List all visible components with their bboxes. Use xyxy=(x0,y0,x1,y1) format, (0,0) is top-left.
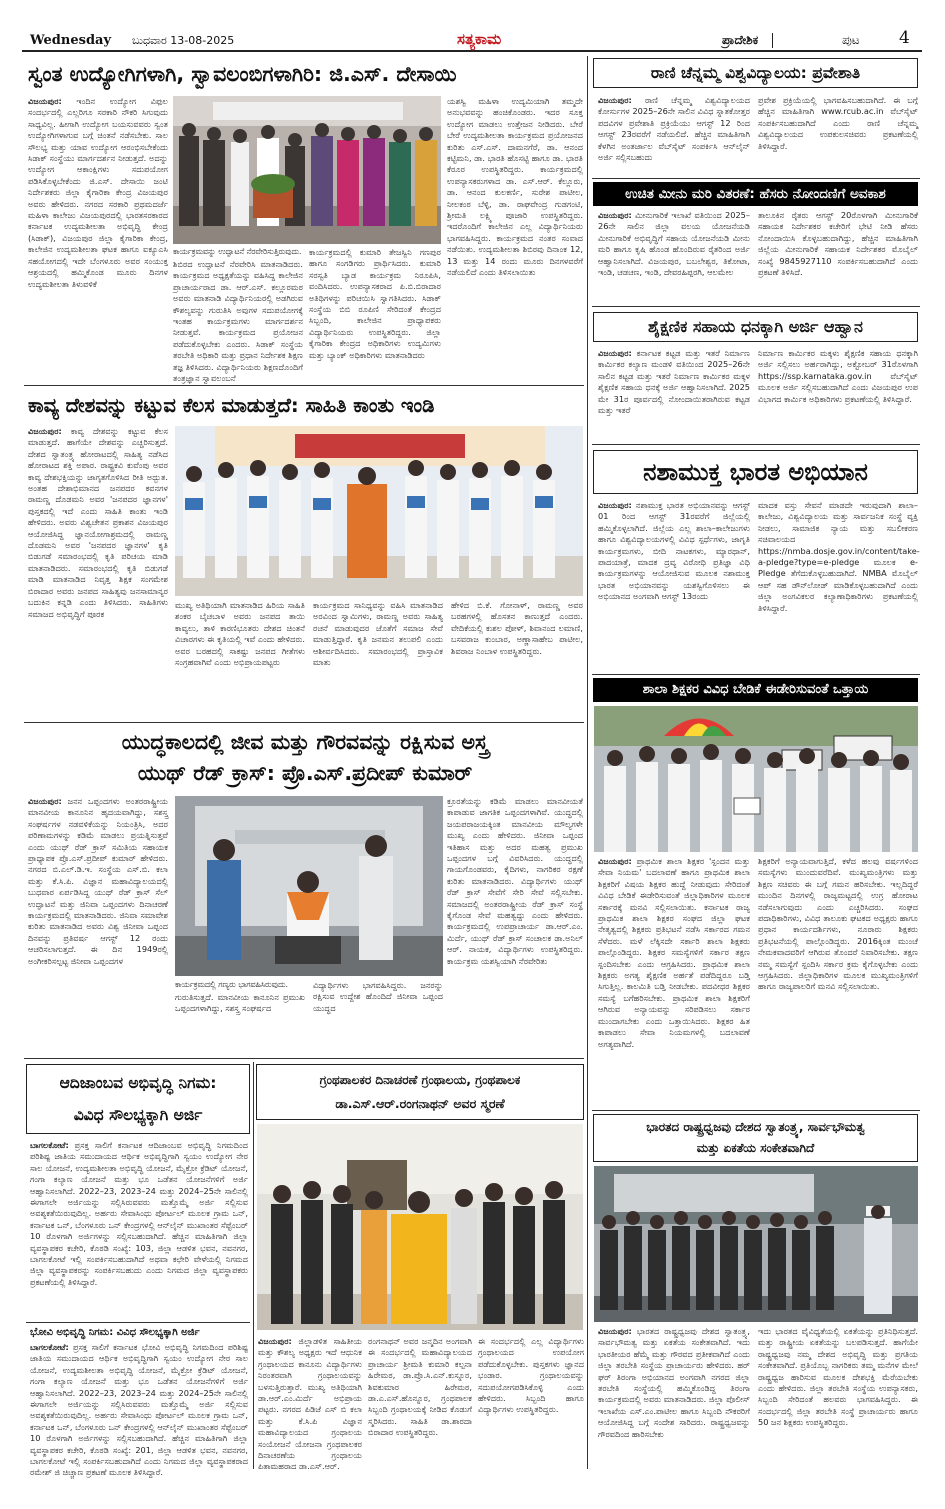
article-red-cross-col4: ವಿದ್ಯಾರ್ಥಿಗಳು ಭಾಗವಹಿಸಿದ್ದರು. ಜನರನ್ನು ರಕ್ಷಿಸುವ ಉದ್ದೇಶ ಹೊಂದಿದೆ ಜಿನೀವಾ ಒಪ್ಪಂದ ಯುದ್ಧದ xyxy=(313,980,443,1013)
headline-fish: ಉಚಿತ ಮೀನು ಮರಿ ವಿತರಣೆ: ಹೆಸರು ನೋಂದಣಿಗೆ ಅವಕಾಶ xyxy=(593,182,918,206)
dateline: ವಿಜಯಪುರ: xyxy=(598,348,632,358)
headline-desai: ಸ್ವಂತ ಉದ್ಯೋಗಿಗಳಾಗಿ, ಸ್ವಾವಲಂಬಿಗಳಾಗಿರಿ: ಜಿ.ಎಸ್. ದೇಸಾಯಿ xyxy=(28,62,457,86)
article-scholarship-col2: ನಿರ್ಮಾಣ ಕಾರ್ಮಿಕರ ಮಕ್ಕಳು ಶೈಕ್ಷಣಿಕ ಸಹಾಯ ಧನಕ್ಕಾಗಿ ಅರ್ಜಿ ಸಲ್ಲಿಸಲು ಅರ್ಹರಾಗಿದ್ದು, ಅಕ್ಟೋಬರ್ 31ರೊಳಗಾಗಿ https://ssp.karnataka.gov.in ವೆಬ್‍ಸೈಟ್ ಮೂಲಕ ಅರ್ಜಿ ಸಲ್ಲಿಸಬಹುದಾಗಿದೆ ಎಂದು ವಿಜಯಪುರ ಉಪ ವಿಭಾಗದ ಕಾರ್ಮಿಕ ಅಧಿಕಾರಿಗಳು ಪ್ರಕಟಣೆಯಲ್ಲಿ ತಿಳಿಸಿದ್ದಾರೆ. xyxy=(758,348,918,404)
article-nasha-col1 xyxy=(598,500,750,670)
article-desai-col4: ಯಶಸ್ವಿ ಮಹಿಳಾ ಉದ್ಯಮಿಯಾಗಿ ತಮ್ಮದೇ ಅನುಭವವನ್ನು ಹಂಚಿಕೊಂಡರು. ಇದರ ಸೂಕ್ತ ಉದ್ಯೋಗ ಮಾಡಲು ಉತ್ತೇಜನ ನೀಡಿದರು. ಬೇರೆ ಬೇರೆ ಉದ್ಯಮಶೀಲತಾ ಕಾರ್ಯಕ್ರಮದ ಪ್ರಯೋಜನದ ಕುರಿತು ಎಸ್.ಎಸ್. ದಾಮನಗೆರೆ, ಡಾ. ಆನಂದ ಕಟ್ಟಿಮನಿ, ಡಾ. ಭಾರತಿ ಹೊಸಟ್ಟಿ ಹಾಗೂ ಡಾ. ಭಾರತಿ ಕೆರೂರ ಉಪಸ್ಥಿತರಿದ್ದರು. ಕಾರ್ಯಕ್ರಮದಲ್ಲಿ ಉಪನ್ಯಾಸಕರುಗಳಾದ ಡಾ. ಎಸ್.ಆರ್. ಕೆಲ್ಲೂರು, ಡಾ. ಆನಂದ ಕುಲಕರ್ಣಿ, ಸುರೇಶ ಪಾಟೀಲ, ನೀಲಕಂಠ ಬೆಳ್ಳಿ, ಡಾ. ರಾಘವೇಂದ್ರ ಗುಡಗಂಟಿ, ಶ್ರೀಮತಿ ಲಕ್ಷ್ಮಿ ಪೂಜಾರಿ ಉಪಸ್ಥಿತರಿದ್ದರು. ಇದರೊಂದಿಗೆ ಕಾಲೇಜಿನ ಎಲ್ಲ ವಿದ್ಯಾರ್ಥಿನಿಯರು ಭಾಗವಹಿಸಿದ್ದರು. ಕಾರ್ಯಕ್ರಮದ ನಂತರ ಸಂವಾದ ನಡೆಯಿತು. ಉದ್ಯಮಶೀಲತಾ ಶಿಬಿರವು ದಿನಾಂಕ 12, 13 ಮತ್ತು 14 ರಂದು ಮೂರು ದಿನಗಳವರೆಗೆ ನಡೆಯಲಿದೆ ಎಂದು ತಿಳಿಸಲಾಯಿತು xyxy=(447,96,583,278)
body-text: ಇಂದಿನ ಉದ್ಯೋಗ ವಿಫುಲ ಸಂದರ್ಭದಲ್ಲಿ ಎಲ್ಲರಿಗೂ ಸರಕಾರಿ ನೌಕರಿ ಸಿಗುವುದು ಸಾಧ್ಯವಿಲ್ಲ. ಹೀಗಾಗಿ ಉದ್ಯೋಗ ಬಯಸುವವರು ಸ್ವಂತ ಉದ್ಯೋಗಿಗಳಾಗುವ ಬಗ್ಗೆ ಚಿಂತನೆ ನಡೆಸಬೇಕು. ಸಾಲ ಸೌಲಭ್ಯ ಮತ್ತು ಯಾವ ಉದ್ಯೋಗ ಆರಂಭಿಸಬೇಕೆಂದು ಸಿಡಾಕ್ ಸಂಸ್ಥೆಯು ಮಾರ್ಗದರ್ಶನ ನೀಡುತ್ತದೆ. ಅದನ್ನು ಉದ್ಯೋಗ ಆಕಾಂಕ್ಷಿಗಳು ಸದುಪಯೋಗ ಪಡಿಸಿಕೊಳ್ಳಬೇಕೆಂದು ಜಿ.ಎಸ್. ದೇಸಾಯಿ ಜಂಟಿ ನಿರ್ದೇಶಕರು ಜಿಲ್ಲಾ ಕೈಗಾರಿಕಾ ಕೇಂದ್ರ ವಿಜಯಪುರ ಅವರು ಹೇಳಿದರು. ನಗರದ ಸರಕಾರಿ ಪ್ರಥಮದರ್ಜೆ ಮಹಿಳಾ ಕಾಲೇಜು ವಿಜಯಪುರದಲ್ಲಿ ಭಾರತಸರಕಾರದ ಕರ್ನಾಟಕ ಉದ್ಯಮಶೀಲತಾ ಅಭಿವೃದ್ಧಿ ಕೇಂದ್ರ (ಸಿಡಾಕ್), ವಿಜಯಪುರ ಜಿಲ್ಲಾ ಕೈಗಾರಿಕಾ ಕೇಂದ್ರ, ಕಾಲೇಜಿನ ಉದ್ಯಮಶೀಲತಾ ಘಟಕ ಹಾಗೂ ಐಕ್ಯೂಎಸಿ ಸಹಯೋಗದಲ್ಲಿ ಇದೇ ಬೆಂಗಳೂರು ಅವರ ಸಂಯುಕ್ತ ಆಶ್ರಯದಲ್ಲಿ ಹಮ್ಮಿಕೊಂಡ ಮೂರು ದಿನಗಳ ಉದ್ಯಮಶೀಲತಾ ತಿಳುವಳಿಕೆ xyxy=(28,96,168,289)
divider xyxy=(592,306,920,307)
column-divider xyxy=(587,56,588,1469)
headline-red-cross-line2: ಯುಥ್ ರೆಡ್ ಕ್ರಾಸ್: ಪ್ರೊ.ಎಸ್.ಪ್ರದೀಪ್ ಕುಮಾರ್ xyxy=(137,761,473,785)
dateline: ವಿಜಯಪುರ: xyxy=(28,426,62,436)
divider xyxy=(24,1058,584,1059)
divider xyxy=(592,1110,920,1111)
masthead-section: ಪ್ರಾದೇಶಿಕ xyxy=(722,33,773,48)
masthead-page-label: ಪುಟ xyxy=(842,33,860,47)
body-text: ಮೀನುಗಾರಿಕೆ ಇಲಾಖೆ ವತಿಯಿಂದ 2025–26ನೇ ಸಾಲಿನ ಜಿಲ್ಲಾ ವಲಯ ಯೋಜನೆಯಡಿ ಮೀನುಗಾರಿಕೆ ಅಭಿವೃದ್ಧಿಗೆ ಸಹಾಯ ಯೋಜನೆಯಡಿ ಮೀನು ಮರಿ ಹಾಗೂ ಕೃಷಿ ಹೊಂಡ ಹೊಂದಿರುವ ರೈತರಿಂದ ಅರ್ಜಿ ಆಹ್ವಾನಿಸಲಾಗಿದೆ. ವಿಜಯಪುರ, ಬಬಲೇಶ್ವರ, ತಿಕೋಟಾ, ಇಂಡಿ, ಚಡಚಣ, ಇಂಡಿ, ದೇವರಹಿಪ್ಪರಗಿ, ಆಲಮೇಲ xyxy=(598,210,750,278)
article-desai-col1 xyxy=(28,96,168,383)
body-text: ಕರ್ನಾಟಕ ಕಟ್ಟಡ ಮತ್ತು ಇತರೆ ನಿರ್ಮಾಣ ಕಾರ್ಮಿಕರ ಕಲ್ಯಾಣ ಮಂಡಳಿ ವತಿಯಿಂದ 2025–26ನೇ ಸಾಲಿನ ಕಟ್ಟಡ ಮತ್ತು ಇತರೆ ನಿರ್ಮಾಣ ಕಾರ್ಮಿಕರ ಮಕ್ಕಳ ಶೈಕ್ಷಣಿಕ ಸಹಾಯ ಧನಕ್ಕೆ ಅರ್ಜಿ ಆಹ್ವಾನಿಸಲಾಗಿದೆ. 2025 ಮೇ 31ರ ಪೂರ್ವದಲ್ಲಿ ನೋಂದಾಯಿತರಾಗಿರುವ ಕಟ್ಟಡ ಮತ್ತು ಇತರೆ xyxy=(598,348,750,416)
body-text: ಪ್ರಸಕ್ತ ಸಾಲಿಗೆ ಕರ್ನಾಟಕ ಭೋವಿ ಅಭಿವೃದ್ಧಿ ನಿಗಮದಿಂದ ಪರಿಶಿಷ್ಟ ಜಾತಿಯ ಸಮುದಾಯದ ಆರ್ಥಿಕ ಅಭಿವೃದ್ಧಿಗಾಗಿ ಸ್ವಯಂ ಉದ್ಯೋಗ ನೇರ ಸಾಲ ಯೋಜನೆ, ಉದ್ಯಮಶೀಲತಾ ಅಭಿವೃದ್ಧಿ ಯೋಜನೆ, ಮೈಕ್ರೋ ಕ್ರೆಡಿಟ್ ಯೋಜನೆ, ಗಂಗಾ ಕಲ್ಯಾಣ ಯೋಜನೆ ಮತ್ತು ಭೂ ಒಡೆತನ ಯೋಜನೆಗಳಿಗೆ ಅರ್ಜಿ ಆಹ್ವಾನಿಸಲಾಗಿದೆ. 2022–23, 2023–24 ಮತ್ತು 2024–25ನೇ ಸಾಲಿನಲ್ಲಿ ಈಗಾಗಲೇ ಅರ್ಜಿಯನ್ನು ಸಲ್ಲಿಸಿರುವವರು ಮತ್ತೊಮ್ಮೆ ಅರ್ಜಿ ಸಲ್ಲಿಸುವ ಅವಶ್ಯಕತೆಯಿರುವುದಿಲ್ಲ. ಅರ್ಹರು ಸೇವಾಸಿಂಧು ಪೋರ್ಟಲ್ ಮೂಲಕ ಗ್ರಾಮ ಒನ್, ಕರ್ನಾಟಕ ಒನ್, ಬೆಂಗಳೂರು ಒನ್ ಕೇಂದ್ರಗಳಲ್ಲಿ ಆನ್‍ಲೈನ್ ಮುಖಾಂತರ ಸೆಪ್ಟೆಂಬರ್ 10 ರೊಳಗಾಗಿ ಅರ್ಜಿಗಳನ್ನು ಸಲ್ಲಿಸಬಹುದಾಗಿದೆ. ಹೆಚ್ಚಿನ ಮಾಹಿತಿಗಾಗಿ ಜಿಲ್ಲಾ ವ್ಯವಸ್ಥಾಪಕರ ಕಚೇರಿ, ಕೊಠಡಿ ಸಂಖ್ಯೆ: 201, ಜಿಲ್ಲಾ ಆಡಳಿತ ಭವನ, ನವನಗರ, ಬಾಗಲಕೋಟೆ ಇಲ್ಲಿ ಸಂಪರ್ಕಿಸಬಹುದಾಗಿದೆ ಎಂದು ನಿಗಮದ ಜಿಲ್ಲಾ ವ್ಯವಸ್ಥಾಪಕರಾದ ರಮೇಶ್ ಜಿ ಚಿಚ್ಚಾಣ ಪ್ರಕಟಣೆ ಮೂಲಕ ತಿಳಿಸಿದ್ದಾರೆ. xyxy=(30,1342,248,1478)
headline-adijambava-line2: ವಿವಿಧ ಸೌಲಭ್ಯಕ್ಕಾಗಿ ಅರ್ಜಿ xyxy=(73,1106,203,1124)
body-text: ಜನನ ಒಪ್ಪಂದಗಳು ಅಂತರರಾಷ್ಟ್ರೀಯ ಮಾನವೀಯ ಕಾನೂನಿನ ಹೃದಯವಾಗಿದ್ದು, ಸಶಸ್ತ್ರ ಸಂಘರ್ಷಗಳ ನಡವಳಿಕೆಯನ್ನು ನಿಯಂತ್ರಿಸಿ, ಅದರ ಪರಿಣಾಮಗಳನ್ನು ಕಡಿಮೆ ಮಾಡಲು ಪ್ರಯತ್ನಿಸುತ್ತವೆ ಎಂದು ಯುಥ್ ರೆಡ್ ಕ್ರಾಸ್ ಸಮಿತಿಯ ಸಹಾಯಕ ಪ್ರಾಧ್ಯಾಪಕ ಪ್ರೊ.ಎಸ್.ಪ್ರದೀಪ್ ಕುಮಾರ್ ಹೇಳಿದರು. ನಗರದ ಬಿ.ಎಲ್.ಡಿ.ಇ. ಸಂಸ್ಥೆಯ ಎಸ್.ಬಿ. ಕಲಾ ಮತ್ತು ಕೆ.ಸಿ.ಪಿ. ವಿಜ್ಞಾನ ಮಹಾವಿದ್ಯಾಲಯದಲ್ಲಿ ಬುಧವಾರ ಏರ್ಪಡಿಸಿದ್ದ ಯುಥ್ ರೆಡ್ ಕ್ರಾಸ್ ಸೆಲ್ ಉದ್ಘಾಟನೆ ಮತ್ತು ಜಿನಿವಾ ಒಪ್ಪಂದಗಳು ದಿನಾಚರಣೆ ಕಾರ್ಯಕ್ರಮದಲ್ಲಿ ಮಾತನಾಡಿದರು. ಜಿನಿವಾ ಸಮಾವೇಶ ಕುರಿತು ಮಾತನಾಡಿದ ಅವರು ವಿಶ್ವ ಜಿನೀವಾ ಒಪ್ಪಂದ ದಿನವನ್ನು ಪ್ರತಿವರ್ಷ ಆಗಸ್ಟ್ 12 ರಂದು ಆಚರಿಸಲಾಗುತ್ತದೆ. ಈ ದಿನ 1949ರಲ್ಲಿ ಅಂಗೀಕರಿಸಲ್ಪಟ್ಟ ಜಿನೀವಾ ಒಪ್ಪಂದಗಳ xyxy=(28,796,168,966)
caption-desai: ಕಾರ್ಯಕ್ರಮವನ್ನು ಉದ್ಘಾಟನೆ ನೆರವೇರಿಸುತ್ತಿರುವುದು. xyxy=(173,247,302,256)
photo-book-release xyxy=(175,426,583,596)
body-text: ಪ್ರಾಥಮಿಕ ಶಾಲಾ ಶಿಕ್ಷಕರ 'ಸ್ಪಂದನ ಮತ್ತು ಸೇವಾ ನಿಯಮ' ಬದಲಾವಣೆ ಹಾಗೂ ಪ್ರಾಥಮಿಕ ಶಾಲಾ ಶಿಕ್ಷಕರಿಗೆ ವಿಷಯ ಶಿಕ್ಷಕರ ಹುದ್ದೆ ನೀಡುವುದು ಸೇರಿದಂತೆ ವಿವಿಧ ಬೇಡಿಕೆ ಈಡೇರಿಸುವಂತೆ ಜಿಲ್ಲಾಧಿಕಾರಿಗಳ ಮೂಲಕ ಸರ್ಕಾರಕ್ಕೆ ಮನವಿ ಸಲ್ಲಿಸಲಾಯಿತು. ಕರ್ನಾಟಕ ರಾಜ್ಯ ಪ್ರಾಥಮಿಕ ಶಾಲಾ ಶಿಕ್ಷಕರ ಸಂಘದ ಜಿಲ್ಲಾ ಘಟಕ ನೇತೃತ್ವದಲ್ಲಿ ಶಿಕ್ಷಕರು ಪ್ರತಿಭಟನೆ ನಡೆಸಿ ಸರ್ಕಾರದ ಗಮನ ಸೆಳೆದರು. ಮಳೆ ಲೆಕ್ಕಿಸದೇ ಸರ್ಕಾರಿ ಶಾಲಾ ಶಿಕ್ಷಕರು ಪಾಲ್ಗೊಂಡಿದ್ದರು. ಶಿಕ್ಷಕರ ಸಮಸ್ಯೆಗಳಿಗೆ ಸರ್ಕಾರ ತಕ್ಷಣ ಸ್ಪಂದಿಸಬೇಕು ಎಂದು ಆಗ್ರಹಿಸಿದರು. ಪ್ರಾಥಮಿಕ ಶಾಲಾ ಶಿಕ್ಷಕರು ಅಗತ್ಯ ಶೈಕ್ಷಣಿಕ ಅರ್ಹತೆ ಪಡೆದಿದ್ದರೂ ಬಡ್ತಿ ಸಿಗುತ್ತಿಲ್ಲ. ಕಾಲಮಿತಿ ಬಡ್ತಿ ನೀಡಬೇಕು. ಪದವೀಧರ ಶಿಕ್ಷಕರ ಸಮಸ್ಯೆ ಬಗೆಹರಿಸಬೇಕು. ಪ್ರಾಥಮಿಕ ಶಾಲಾ ಶಿಕ್ಷಕರಿಗೆ ಆಗಿರುವ ಅನ್ಯಾಯವನ್ನು ಸರಿಪಡಿಸಲು ಸರ್ಕಾರ ಮುಂದಾಗಬೇಕು ಎಂದು ಒತ್ತಾಯಿಸಿದರು. ಶಿಕ್ಷಕರ ಹಿತ ಕಾಪಾಡಲು ಸೇವಾ ನಿಯಮಗಳಲ್ಲಿ ಬದಲಾವಣೆ ಅಗತ್ಯವಾಗಿದೆ. xyxy=(598,856,750,1049)
article-teachers-col1 xyxy=(598,856,750,1106)
article-scholarship-col1 xyxy=(598,348,750,440)
article-librarian-col1 xyxy=(258,1336,362,1472)
headline-flag-line2: ಮತ್ತು ಏಕತೆಯ ಸಂಕೇತವಾಗಿದೆ xyxy=(696,1141,815,1155)
article-kavya-col3: ಕಾರ್ಯಕ್ರಮದ ಸಾನಿಧ್ಯವನ್ನು ವಹಿಸಿ ಮಾತನಾಡಿದ ಅರವಿಂದ ಸ್ವಾಮಿಗಳು, ರಾಮಣ್ಣ ಅವರು ಸಾಹಿತ್ಯ ರಚನೆ ಮಾಡುವುದರ ಜೊತೆಗೆ ಸಮಾಜ ಸೇವೆ ಮಾಡುತ್ತಿದ್ದಾರೆ. ಕೃತಿ ಜನಮನ ತಲುಪಲಿ ಎಂದು ಆಶೀರ್ವದಿಸಿದರು. ಸಮಾರಂಭದಲ್ಲಿ ಪ್ರಾಸ್ತಾವಿಕ ಮಾತು xyxy=(313,600,443,668)
body-text: ನಶಾಮುಕ್ತ ಭಾರತ ಅಭಿಯಾನವನ್ನು ಆಗಸ್ಟ್ 01 ರಿಂದ ಆಗಸ್ಟ್ 31ರವರೆಗೆ ಜಿಲ್ಲೆಯಲ್ಲಿ ಹಮ್ಮಿಕೊಳ್ಳಲಾಗಿದೆ. ಜಿಲ್ಲೆಯ ಎಲ್ಲ ಶಾಲಾ–ಕಾಲೇಜುಗಳು ಹಾಗೂ ವಿಶ್ವವಿದ್ಯಾಲಯಗಳಲ್ಲಿ ವಿವಿಧ ಸ್ಪರ್ಧೆಗಳು, ಜಾಗೃತಿ ಕಾರ್ಯಕ್ರಮಗಳು, ಬೀದಿ ನಾಟಕಗಳು, ಮ್ಯಾರಥಾನ್, ಪಾದಯಾತ್ರೆ, ಮಾದಕ ದ್ರವ್ಯ ವಿರೋಧಿ ಪ್ರತಿಜ್ಞಾ ವಿಧಿ ಕಾರ್ಯಕ್ರಮಗಳನ್ನು ಆಯೋಜಿಸುವ ಮೂಲಕ ನಶಾಮುಕ್ತ ಭಾರತ ಅಭಿಯಾನವನ್ನು ಯಶಸ್ವಿಗೊಳಿಸಲು ಈ ಅಭಿಯಾನದ ಅಂಗವಾಗಿ ಆಗಸ್ಟ್ 13ರಂದು xyxy=(598,500,750,602)
dateline: ಬಾಗಲಕೋಟೆ: xyxy=(30,1342,69,1352)
article-kavya-col1 xyxy=(28,426,168,718)
article-kavya-col4: ಹೇಳಿದ ಬಿ.ಕೆ. ಗೋನಾಳ್, ರಾಮಣ್ಣ ಅವರ ಬರಹಗಳಲ್ಲಿ ಹೊಸತನ ಕಾಣುತ್ತದೆ ಎಂದರು. ವೇದಿಕೆಯಲ್ಲಿ ಕುಶಲ ಪೋಳ್, ಶಿವಾನಂದ ಲಮಾಣಿ, ಬಸವರಾಜ ಕುಂಬಾರ, ಅಣ್ಣಾಸಾಹೇಬ ಪಾಟೀಲ, ಶಿವರಾಜ ನಿಂಬಾಳ ಉಪಸ್ಥಿತರಿದ್ದರು. xyxy=(451,600,583,656)
divider xyxy=(24,722,584,723)
article-rcu-col2: ಪ್ರವೇಶ ಪ್ರಕ್ರಿಯೆಯಲ್ಲಿ ಭಾಗವಹಿಸಬಹುದಾಗಿದೆ. ಈ ಬಗ್ಗೆ ಹೆಚ್ಚಿನ ಮಾಹಿತಿಗಾಗಿ www.rcub.ac.in ವೆಬ್‍ಸೈಟ್ ಸಂಪರ್ಕಿಸಬಹುದಾಗಿದೆ ಎಂದು ರಾಣಿ ಚೆನ್ನಮ್ಮ ವಿಶ್ವವಿದ್ಯಾಲಯದ ಉಪಕುಲಸಚಿವರು ಪ್ರಕಟಣೆಯಲ್ಲಿ ತಿಳಿಸಿದ್ದಾರೆ. xyxy=(758,95,918,151)
article-nasha-col2: ಮಾದಕ ವಸ್ತು ಸೇವನೆ ಮಾಡದೇ ಇರುವುದಾಗಿ ಶಾಲಾ–ಕಾಲೇಜು, ವಿಶ್ವವಿದ್ಯಾಲಯ ಮತ್ತು ಸಾರ್ವಜನಿಕ ಸಂಸ್ಥೆ ವ್ಯಕ್ತಿ ನೀಡಲು, ಸಾಮಾಜಿಕ ನ್ಯಾಯ ಮತ್ತು ಸಬಲೀಕರಣ ಸಚಿವಾಲಯದ https://nmba.dosje.gov.in/content/take-a-pledge?type=e-pledge ಮೂಲಕ e-Pledge ತೆಗೆದುಕೊಳ್ಳಬಹುದಾಗಿದೆ. NMBA ಮೊಬೈಲ್ ಆಪ್ ಸಹ ಡೌನ್‍ಲೋಡ್ ಮಾಡಿಕೊಳ್ಳಬಹುದಾಗಿದೆ ಎಂದು ಜಿಲ್ಲಾ ಅಂಗವಿಕಲರ ಕಲ್ಯಾಣಾಧಿಕಾರಿಗಳು ಪ್ರಕಟಣೆಯಲ್ಲಿ ತಿಳಿಸಿದ್ದಾರೆ. xyxy=(758,500,920,613)
dateline: ವಿಜಯಪುರ: xyxy=(598,856,632,866)
masthead-day: Wednesday xyxy=(30,33,112,48)
divider xyxy=(592,178,920,179)
headline-flag-line1: ಭಾರತದ ರಾಷ್ಟ್ರಧ್ವಜವು ದೇಶದ ಸ್ವಾತಂತ್ರ್ಯ, ಸಾರ್ವಭೌಮತ್ವ xyxy=(646,1120,865,1134)
dateline: ವಿಜಯಪುರ: xyxy=(598,95,632,105)
headline-adijambava-line1: ಆದಿಜಾಂಬವ ಅಭಿವೃದ್ಧಿ ನಿಗಮ: xyxy=(59,1074,217,1092)
headline-rcu: ರಾಣಿ ಚೆನ್ನಮ್ಮ ವಿಶ್ವವಿದ್ಯಾಲಯ: ಪ್ರವೇಶಾತಿ xyxy=(650,64,861,82)
article-adijambava-body xyxy=(30,1140,248,1318)
body-text: ಕಾವ್ಯ ದೇಶವನ್ನು ಕಟ್ಟುವ ಕೆಲಸ ಮಾಡುತ್ತದೆ. ಹಾಗೆಯೇ ದೇಶವನ್ನು ಎಚ್ಚರಿಸುತ್ತದೆ. ದೇಶದ ಸ್ವಾತಂತ್ರ್ಯ ಹೋರಾಟದಲ್ಲಿ ಸಾಹಿತ್ಯ ನಡೆಸಿದ ಹೋರಾಟದ ಶಕ್ತಿ ಅಪಾರ. ರಾಷ್ಟ್ರಕವಿ ಕುವೆಂಪು ಅವರ ಕಾವ್ಯ ದೇಶಭಕ್ತಿಯನ್ನು ಜಾಗೃತಗೊಳಿಸಿದ ರೀತಿ ಅದ್ಭುತ. ಅಂತಹ ದೇಶಾಭಿಮಾನದ ಜನಪದರ ಕವನಗಳ ರಾಮಣ್ಣ ದೊಡಮನಿ ಅವರ 'ಜನಪದರ ಜ್ಞಾನಗಳ' ಪುಸ್ತಕದಲ್ಲಿ ಇದೆ ಎಂದು ಸಾಹಿತಿ ಕಾಂತು ಇಂಡಿ ಹೇಳಿದರು. ಅವರು ವಿಶ್ವಚೇತನ ಪ್ರಕಾಶನ ವಿಜಯಪುರ ಆಯೋಜಿಸಿದ್ದ ಜ್ಞಾನಯೋಗಾಶ್ರಮದಲ್ಲಿ ರಾಮಣ್ಣ ದೊಡಮನಿ ಅವರ 'ಜನಪದರ ಜ್ಞಾನಗಳ' ಕೃತಿ ಬಿಡುಗಡೆ ಸಮಾರಂಭದಲ್ಲಿ ಕೃತಿ ಪರಿಚಯ ಮಾಡಿ ಮಾತನಾಡಿದರು. ಸಮಾರಂಭದಲ್ಲಿ ಕೃತಿ ಬಿಡುಗಡೆ ಮಾಡಿ ಮಾತನಾಡಿದ ನಿವೃತ್ತ ಶಿಕ್ಷಕ ಸಂಗಮೇಶ ಬಿರಾದಾರ ಅವರು ಜನಪದ ಸಾಹಿತ್ಯವು ಜನಸಾಮಾನ್ಯರ ಬದುಕಿನ ಕನ್ನಡಿ ಎಂದು ತಿಳಿಸಿದರು. ಸಾಹಿತಿಗಳು ಸಮಾಜದ ಅಭಿವೃದ್ಧಿಗೆ ಪೂರಕ xyxy=(28,426,168,619)
masthead-page-number: 4 xyxy=(899,28,910,48)
divider xyxy=(592,674,920,675)
dateline: ಬಾಗಲಕೋಟೆ: xyxy=(30,1140,69,1150)
article-rcu-col1 xyxy=(598,95,750,175)
photo-teachers-protest xyxy=(594,706,918,852)
headline-kavya: ಕಾವ್ಯ ದೇಶವನ್ನು ಕಟ್ಟುವ ಕೆಲಸ ಮಾಡುತ್ತದೆ: ಸಾಹಿತಿ ಕಾಂತು ಇಂಡಿ xyxy=(28,394,435,417)
photo-librarians-day xyxy=(257,1124,583,1330)
article-kavya-col2: ಮುಖ್ಯ ಅತಿಥಿಯಾಗಿ ಮಾತನಾಡಿದ ಹಿರಿಯ ಸಾಹಿತಿ ಶಂಕರ ಬೈಚಬಾಳ ಅವರು ಜನಪದ ತಾಯಿ ಕಾವ್ಯಲು, ತಾಳಿ ಕಾರಣಿಭೂತರು ದೇಶದ ಚಿಂತನೆ ವಿಚಾರಗಳು ಈ ಕೃತಿಯಲ್ಲಿ ಇವೆ ಎಂದು ಹೇಳಿದರು. ಅವರ ಬರಹದಲ್ಲಿ ಸಾಕಷ್ಟು ಜನಪದ ಗೀತೆಗಳು ಸಂಗ್ರಹವಾಗಿವೆ ಎಂದು ಅಭಿಪ್ರಾಯಪಟ್ಟರು xyxy=(175,600,305,668)
body-text: ರಾಣಿ ಚೆನ್ನಮ್ಮ ವಿಶ್ವವಿದ್ಯಾಲಯದ ಕೋರ್ಸುಗಳ 2025–26ನೇ ಸಾಲಿನ ವಿವಿಧ ಸ್ನಾತಕೋತ್ತರ ಪದವಿಗಳ ಪ್ರವೇಶಾತಿ ಪ್ರಕ್ರಿಯೆಯು ಆಗಸ್ಟ್ 12 ರಿಂದ ಆಗಸ್ಟ್ 23ರವರೆಗೆ ನಡೆಯಲಿದೆ. ಹೆಚ್ಚಿನ ಮಾಹಿತಿಗಾಗಿ ಕೆಳಗಿನ ಅಂತರ್ಜಾಲ ವೆಬ್‍ಸೈಟ್ ಸಂಪರ್ಕಿಸಿ ಆನ್‍ಲೈನ್ ಅರ್ಜಿ ಸಲ್ಲಿಸಬಹುದು xyxy=(598,95,751,163)
masthead-brand: ಸತ್ಯಕಾಮ xyxy=(457,30,502,48)
headline-scholarship: ಶೈಕ್ಷಣಿಕ ಸಹಾಯ ಧನಕ್ಕಾಗಿ ಅರ್ಜಿ ಆಹ್ವಾನ xyxy=(648,317,863,336)
article-fish-col2: ತಾಲೂಕಿನ ರೈತರು ಆಗಸ್ಟ್ 20ರೊಳಗಾಗಿ ಮೀನುಗಾರಿಕೆ ಸಹಾಯಕ ನಿರ್ದೇಶಕರ ಕಚೇರಿಗೆ ಭೇಟಿ ನೀಡಿ ಹೆಸರು ನೋಂದಾಯಿಸಿ ಕೊಳ್ಳಬಹುದಾಗಿದ್ದು, ಹೆಚ್ಚಿನ ಮಾಹಿತಿಗಾಗಿ ಜಿಲ್ಲೆಯ ಮೀನುಗಾರಿಕೆ ಸಹಾಯಕ ನಿರ್ದೇಶಕರ ಮೊಬೈಲ್ ಸಂಖ್ಯೆ 9845927110 ಸಂಪರ್ಕಿಸಬಹುದಾಗಿದೆ ಎಂದು ಪ್ರಕಟಣೆ ತಿಳಿಸಿದೆ. xyxy=(758,210,918,278)
masthead-date: ಬುಧವಾರ 13-08-2025 xyxy=(132,34,235,47)
dateline: ವಿಜಯಪುರ: xyxy=(598,210,632,220)
headline-librarian-line2: ಡಾ.ಎಸ್.ಆರ್.ರಂಗನಾಥನ್ ಅವರ ಸ್ಮರಣೆ xyxy=(335,1096,505,1111)
photo-red-cross-event xyxy=(175,796,443,976)
headline-nasha: ನಶಾಮುಕ್ತ ಭಾರತ ಅಭಿಯಾನ xyxy=(643,458,868,486)
divider xyxy=(26,1322,250,1323)
divider xyxy=(253,1062,254,1469)
article-fish-col1 xyxy=(598,210,750,302)
body-text: ಜಿಲ್ಲಾಡಳಿತ ಸಾಹಿತೀಯ ಮತ್ತು ಕೌಶಲ್ಯ ಅಧ್ಯಕ್ಷರು ಇದೆ ಆಧುನಿಕ ಗ್ರಂಥಾಲಯದ ಕಾನೂನು ವಿದ್ಯಾರ್ಥಿಗಳು ನಿರಂತರವಾಗಿ ಗ್ರಂಥಾಲಯವನ್ನು ಬಳಸುತ್ತಿರುತ್ತಾರೆ. ಮುಖ್ಯ ಅತಿಥಿಯಾಗಿ ಡಾ.ಆರ್.ಎಂ.ಮಿರ್ದೆ ಅಭಿಪ್ರಾಯ ಪಟ್ಟರು. ನಗರದ ಪಿಡಿಜೆ ಎಸ್ ಬಿ ಕಲಾ ಮತ್ತು ಕೆ.ಸಿ.ಪಿ ವಿಜ್ಞಾನ ಮಹಾವಿದ್ಯಾಲಯದ ಗ್ರಂಥಾಲಯ ಸಂಯೋಜನೆ ಯೋಜನಾ ಗ್ರಂಥಪಾಲಕರ ದಿನಾಚರಣೆಯ ಗ್ರಂಥಾಲಯ ಪಿತಾಮಹರಾದ ಡಾ.ಎಸ್.ಆರ್. xyxy=(258,1336,362,1472)
dateline: ವಿಜಯಪುರ: xyxy=(258,1336,292,1346)
article-desai-col3: ಕಾರ್ಯಕ್ರಮದಲ್ಲಿ ಕುಮಾರಿ ತೇಜಸ್ವಿನಿ ಗಣಪುರ ಹಾಗೂ ಸಂಗಡಿಗರು ಪ್ರಾರ್ಥಿಸಿದರು. ಕುಮಾರಿ ಸರಸ್ವತಿ ಬ್ಯಾಡ ಕಾರ್ಯಕ್ರಮ ನಿರೂಪಿಸಿ, ವಂದಿಸಿದರು. ಉಪನ್ಯಾಸಕರಾದ ಪಿ.ಬಿ.ಬಿರಾದಾರ ಅತಿಥಿಗಳನ್ನು ಪರಿಚಯಿಸಿ ಸ್ವಾಗತಿಸಿದರು. ಸಿಡಾಕ್ ಸಂಸ್ಥೆಯ ಬಿಬಿ ರೂಪಿಣಿ ಸೇರಿದಂತೆ ಕೇಂದ್ರದ ಸಿಬ್ಬಂದಿ, ಕಾಲೇಜಿನ ಪ್ರಾಧ್ಯಾಪಕರು ವಿದ್ಯಾರ್ಥಿನಿಯರು ಉಪಸ್ಥಿತರಿದ್ದರು. ಜಿಲ್ಲಾ ಕೈಗಾರಿಕಾ ಕೇಂದ್ರದ ಅಧಿಕಾರಿಗಳು ಉದ್ಯಮಿಗಳು ಮತ್ತು ಬ್ಯಾಂಕ್ ಅಧಿಕಾರಿಗಳು ಮಾತನಾಡಿದರು xyxy=(309,247,441,360)
dateline: ವಿಜಯಪುರ: xyxy=(598,500,632,510)
headline-teachers: ಶಾಲಾ ಶಿಕ್ಷಕರ ವಿವಿಧ ಬೇಡಿಕೆ ಈಡೇರಿಸುವಂತೆ ಒತ್ತಾಯ xyxy=(593,678,918,702)
divider xyxy=(24,385,584,386)
photo-flag-ceremony xyxy=(594,1166,918,1322)
article-flag-col2: ಇದು ಭಾರತದ ವೈವಿಧ್ಯತೆಯಲ್ಲಿ ಏಕತೆಯನ್ನು ಪ್ರತಿನಿಧಿಸುತ್ತದೆ. ಮತ್ತು ರಾಷ್ಟ್ರೀಯ ಏಕತೆಯನ್ನು ಬಲಪಡಿಸುತ್ತದೆ. ಹಾಗೆಯೇ ರಾಷ್ಟ್ರಧ್ವಜವು ನಮ್ಮ ದೇಶದ ಅಭಿವೃದ್ಧಿ ಮತ್ತು ಪ್ರಗತಿಯ ಸಂಕೇತವಾಗಿದೆ. ಪ್ರತಿಯೊಬ್ಬ ನಾಗರಿಕರು ತಮ್ಮ ಮನೆಗಳ ಮೇಲೆ ರಾಷ್ಟ್ರಧ್ವಜ ಹಾರಿಸುವ ಮೂಲಕ ದೇಶಭಕ್ತಿ ಮೆರೆಯಬೇಕು ಎಂದು ಹೇಳಿದರು. ಜಿಲ್ಲಾ ತರಬೇತಿ ಸಂಸ್ಥೆಯ ಉಪನ್ಯಾಸಕರು, ಸಿಬ್ಬಂದಿ ಸೇರಿದಂತೆ ಹಲವರು ಭಾಗವಹಿಸಿದ್ದರು. ಈ ಸಂದರ್ಭದಲ್ಲಿ ಜಿಲ್ಲಾ ತರಬೇತಿ ಸಂಸ್ಥೆ ಪ್ರಾಚಾರ್ಯರು ಹಾಗೂ 50 ಜನ ಶಿಕ್ಷಕರು ಉಪಸ್ಥಿತರಿದ್ದರು. xyxy=(758,1326,918,1428)
photo-desai-inauguration xyxy=(173,96,441,244)
article-red-cross-col3: ಕ್ರೂರತೆಯನ್ನು ಕಡಿಮೆ ಮಾಡಲು ಮಾನವೀಯತೆ ಕಾಪಾಡುವ ಜಾಗತಿಕ ಒಪ್ಪಂದಗಳಾಗಿವೆ. ಯುದ್ಧದಲ್ಲಿ ಜಯಪರಾಜಯಕ್ಕಿಂತ ಮಾನವೀಯ ಮೌಲ್ಯಗಳೇ ಮುಖ್ಯ ಎಂದು ಹೇಳಿದರು. ಜಿನೀವಾ ಒಪ್ಪಂದ ಇತಿಹಾಸ ಮತ್ತು ಅದರ ಮಹತ್ವ ಪ್ರಮುಖ ಒಪ್ಪಂದಗಳ ಬಗ್ಗೆ ವಿವರಿಸಿದರು. ಯುದ್ಧದಲ್ಲಿ ಗಾಯಗೊಂಡವರು, ಕೈದಿಗಳು, ನಾಗರಿಕರ ರಕ್ಷಣೆ ಕುರಿತು ಮಾತನಾಡಿದರು. ವಿದ್ಯಾರ್ಥಿಗಳು ಯುಥ್ ರೆಡ್ ಕ್ರಾಸ್ ಸೇವೆಗೆ ಸೇರಿ ಸೇವೆ ಸಲ್ಲಿಸಬೇಕು. ಸಮಾಜದಲ್ಲಿ ಅಂತರರಾಷ್ಟ್ರೀಯ ರೆಡ್ ಕ್ರಾಸ್ ಸಂಸ್ಥೆ ಕೈಗೊಂಡ ಸೇವೆ ಮಹತ್ವದ್ದು ಎಂದು ಹೇಳಿದರು. ಕಾರ್ಯಕ್ರಮದಲ್ಲಿ ಉಪಪ್ರಾಚಾರ್ಯ ಡಾ.ಆರ್.ಎಂ. ಮಿರ್ದೆ, ಯುಥ್ ರೆಡ್ ಕ್ರಾಸ್ ಸಂಚಾಲಕ ಡಾ.ಅನಿಲ್ ಆರ್. ನಾಯಕ, ವಿದ್ಯಾರ್ಥಿಗಳು ಉಪಸ್ಥಿತರಿದ್ದರು. ಕಾರ್ಯಕ್ರಮ ಯಶಸ್ವಿಯಾಗಿ ನೆರವೇರಿತು xyxy=(447,796,583,966)
article-red-cross-col2: ಗುರುತಿಸುತ್ತದೆ. ಮಾನವೀಯ ಕಾನೂನಿನ ಪ್ರಮುಖ ಒಪ್ಪಂದಗಳಾಗಿದ್ದು, ಸಶಸ್ತ್ರ ಸಂಘರ್ಷದ xyxy=(175,992,305,1014)
article-flag-col1 xyxy=(598,1326,750,1468)
article-librarian-col3: ಈ ಸಂದರ್ಭದಲ್ಲಿ ಎಲ್ಲ ವಿದ್ಯಾರ್ಥಿಗಳು ಗ್ರಂಥಾಲಯದ ಉಪಯೋಗ ಪಡೆದುಕೊಳ್ಳಬೇಕು. ಪುಸ್ತಕಗಳು ಜ್ಞಾನದ ಭಂಡಾರ. ಗ್ರಂಥಾಲಯವನ್ನು ಸದುಪಯೋಗಪಡಿಸಿಕೊಳ್ಳಿ ಎಂದು ಹೇಳಿದರು. ಸಿಬ್ಬಂದಿ ಹಾಗೂ ವಿದ್ಯಾರ್ಥಿಗಳು ಉಪಸ್ಥಿತರಿದ್ದರು. xyxy=(478,1336,584,1415)
dateline: ವಿಜಯಪುರ: xyxy=(28,96,62,106)
body-text: ಭಾರತದ ರಾಷ್ಟ್ರಧ್ವಜವು ದೇಶದ ಸ್ವಾತಂತ್ರ್ಯ, ಸಾರ್ವಭೌಮತ್ವ ಮತ್ತು ಏಕತೆಯ ಸಂಕೇತವಾಗಿದೆ. ಇದು ಭಾರತೀಯರ ಹೆಮ್ಮೆ ಮತ್ತು ಗೌರವದ ಪ್ರತೀಕವಾಗಿದೆ ಎಂದು ಜಿಲ್ಲಾ ತರಬೇತಿ ಸಂಸ್ಥೆಯ ಪ್ರಾಚಾರ್ಯರು ಹೇಳಿದರು. ಹರ್ ಘರ್ ತಿರಂಗಾ ಅಭಿಯಾನದ ಅಂಗವಾಗಿ ನಗರದ ಜಿಲ್ಲಾ ತರಬೇತಿ ಸಂಸ್ಥೆಯಲ್ಲಿ ಹಮ್ಮಿಕೊಂಡಿದ್ದ ತಿರಂಗಾ ಕಾರ್ಯಕ್ರಮದಲ್ಲಿ ಅವರು ಮಾತನಾಡಿದರು. ಜಿಲ್ಲಾ ಪೊಲೀಸ್ ಇಲಾಖೆಯ ಎಸ್.ಎಂ.ಪಾಟೀಲ ಹಾಗೂ ಸಿಬ್ಬಂದಿ ನೌಕರರಿಗೆ ಆಯೋಜಿಸಿದ್ದ ಬಗ್ಗೆ ಸಂದೇಶ ಸಾರಿದರು. ರಾಷ್ಟ್ರಧ್ವಜವನ್ನು ಗೌರವದಿಂದ ಹಾರಿಸಬೇಕು xyxy=(598,1326,750,1439)
headline-librarian-line1: ಗ್ರಂಥಪಾಲಕರ ದಿನಾಚರಣೆ ಗ್ರಂಥಾಲಯ, ಗ್ರಂಥಪಾಲಕ xyxy=(319,1073,521,1087)
article-red-cross-col1 xyxy=(28,796,168,1054)
masthead xyxy=(22,30,922,52)
article-librarian-col2: ರಂಗನಾಥನ್ ಅವರ ಜನ್ಮದಿನ ಅಂಗವಾಗಿ ಈ ಸಂದರ್ಭದಲ್ಲಿ ಮಹಾವಿದ್ಯಾಲಯದ ಪ್ರಾಚಾರ್ಯ ಶ್ರೀಮತಿ ಕುಮಾರಿ ಕಲ್ಪನಾ ಹಿರೇಮಠ, ಡಾ.ಪ್ರೊ.ಸಿ.ಎನ್.ಕುಸ್ನೂರ, ಶಿವಕುಮಾರ ಹಿರೇಮಠ, ಡಾ.ಎ.ಎಸ್.ಹೊನ್ನೂರ, ಗ್ರಂಥಪಾಲಕ ಸಿಬ್ಬಂದಿ ಗ್ರಂಥಾಲಯಕ್ಕೆ ನೀಡಿದ ಕೊಡುಗೆ ಸ್ಮರಿಸಿದರು. ಸಾಹಿತಿ ಡಾ.ಶಾರದಾ ಬಿರಾದಾರ ಉಪಸ್ಥಿತರಿದ್ದರು. xyxy=(368,1336,472,1438)
dateline: ವಿಜಯಪುರ: xyxy=(28,796,62,806)
headline-bhovi: ಭೋವಿ ಅಭಿವೃದ್ಧಿ ನಿಗಮ: ವಿವಿಧ ಸೌಲಭ್ಯಕ್ಕಾಗಿ ಅರ್ಜಿ xyxy=(30,1327,200,1338)
article-desai-col2: ಶಿಬಿರದ ಉದ್ಘಾಟನೆ ನೆರವೇರಿಸಿ ಮಾತನಾಡಿದರು. ಕಾರ್ಯಕ್ರಮದ ಅಧ್ಯಕ್ಷತೆಯನ್ನು ವಹಿಸಿದ್ದ ಕಾಲೇಜಿನ ಪ್ರಾಚಾರ್ಯರಾದ ಡಾ. ಆರ್.ಎಸ್. ಕಲ್ಲೂರಮಠ ಅವರು ಮಾತನಾಡಿ ವಿದ್ಯಾರ್ಥಿನಿಯರಲ್ಲಿ ಅಡಗಿರುವ ಕೌಶಲ್ಯವನ್ನು ಗುರುತಿಸಿ ಅವುಗಳ ಸದುಪಯೋಗಕ್ಕೆ ಇಂತಹ ಕಾರ್ಯಕ್ರಮಗಳು ಮಾರ್ಗದರ್ಶನ ನೀಡುತ್ತವೆ. ಕಾರ್ಯಕ್ರಮದ ಪ್ರಯೋಜನ ಪಡೆದುಕೊಳ್ಳಬೇಕು ಎಂದರು. ಸಿಡಾಕ್ ಸಂಸ್ಥೆಯ ತರಬೇತಿ ಅಧಿಕಾರಿ ಮತ್ತು ಪ್ರಧಾನ ನಿರ್ದೇಶಕ ಶಿಕ್ಷಣ ತಜ್ಞ ತಿಳಿಸಿದರು. ವಿದ್ಯಾರ್ಥಿನಿಯರು ಶಿಕ್ಷಣದೊಂದಿಗೆ ತಂತ್ರಜ್ಞಾನ ಸ್ವಾವಲಂಬನೆ xyxy=(173,259,303,384)
article-teachers-col2: ಶಿಕ್ಷಕರಿಗೆ ಅನ್ಯಾಯವಾಗುತ್ತಿದೆ, ಕಳೆದ ಹಲವು ವರ್ಷಗಳಿಂದ ಸಮಸ್ಯೆಗಳು ಮುಂದುವರೆದಿವೆ. ಮುಖ್ಯಮಂತ್ರಿಗಳು ಮತ್ತು ಶಿಕ್ಷಣ ಸಚಿವರು ಈ ಬಗ್ಗೆ ಗಮನ ಹರಿಸಬೇಕು. ಇಲ್ಲದಿದ್ದರೆ ಮುಂದಿನ ದಿನಗಳಲ್ಲಿ ರಾಜ್ಯಮಟ್ಟದಲ್ಲಿ ಉಗ್ರ ಹೋರಾಟ ನಡೆಸಲಾಗುವುದು ಎಂದು ಎಚ್ಚರಿಸಿದರು. ಸಂಘದ ಪದಾಧಿಕಾರಿಗಳು, ವಿವಿಧ ತಾಲೂಕು ಘಟಕದ ಅಧ್ಯಕ್ಷರು ಹಾಗೂ ಪ್ರಧಾನ ಕಾರ್ಯದರ್ಶಿಗಳು, ನೂರಾರು ಶಿಕ್ಷಕರು ಪ್ರತಿಭಟನೆಯಲ್ಲಿ ಪಾಲ್ಗೊಂಡಿದ್ದರು. 2016ಕ್ಕಿಂತ ಮುಂಚೆ ನೇಮಕವಾದವರಿಗೆ ಆಗಿರುವ ತೊಂದರೆ ನಿವಾರಿಸಬೇಕು. ತಕ್ಷಣ ನಮ್ಮ ಸಮಸ್ಯೆಗೆ ಸ್ಪಂದಿಸಿ ಸರ್ಕಾರ ಕ್ರಮ ಕೈಗೊಳ್ಳಬೇಕು ಎಂದು ಆಗ್ರಹಿಸಿದರು. ಜಿಲ್ಲಾಧಿಕಾರಿಗಳ ಮೂಲಕ ಮುಖ್ಯಮಂತ್ರಿಗಳಿಗೆ ಹಾಗೂ ರಾಜ್ಯಪಾಲರಿಗೆ ಮನವಿ ಸಲ್ಲಿಸಲಾಯಿತು. xyxy=(758,856,918,992)
divider xyxy=(592,444,920,445)
dateline: ವಿಜಯಪುರ: xyxy=(598,1326,632,1336)
headline-red-cross-line1: ಯುದ್ಧಕಾಲದಲ್ಲಿ ಜೀವ ಮತ್ತು ಗೌರವವನ್ನು ರಕ್ಷಿಸುವ ಅಸ್ತ್ರ xyxy=(121,730,489,754)
article-bhovi-body xyxy=(30,1342,248,1478)
body-text: ಪ್ರಸಕ್ತ ಸಾಲಿಗೆ ಕರ್ನಾಟಕ ಆದಿಜಾಂಬವ ಅಭಿವೃದ್ಧಿ ನಿಗಮದಿಂದ ಪರಿಶಿಷ್ಟ ಜಾತಿಯ ಸಮುದಾಯದ ಆರ್ಥಿಕ ಅಭಿವೃದ್ಧಿಗಾಗಿ ಸ್ವಯಂ ಉದ್ಯೋಗ ನೇರ ಸಾಲ ಯೋಜನೆ, ಉದ್ಯಮಶೀಲತಾ ಅಭಿವೃದ್ಧಿ ಯೋಜನೆ, ಮೈಕ್ರೋ ಕ್ರೆಡಿಟ್ ಯೋಜನೆ, ಗಂಗಾ ಕಲ್ಯಾಣ ಯೋಜನೆ ಮತ್ತು ಭೂ ಒಡೆತನ ಯೋಜನೆಗಳಿಗೆ ಅರ್ಜಿ ಆಹ್ವಾನಿಸಲಾಗಿದೆ. 2022–23, 2023–24 ಮತ್ತು 2024–25ನೇ ಸಾಲಿನಲ್ಲಿ ಈಗಾಗಲೇ ಅರ್ಜಿಯನ್ನು ಸಲ್ಲಿಸಿರುವವರು ಮತ್ತೊಮ್ಮೆ ಅರ್ಜಿ ಸಲ್ಲಿಸುವ ಅವಶ್ಯಕತೆಯಿರುವುದಿಲ್ಲ. ಅರ್ಹರು ಸೇವಾಸಿಂಧು ಪೋರ್ಟಲ್ ಮೂಲಕ ಗ್ರಾಮ ಒನ್, ಕರ್ನಾಟಕ ಒನ್, ಬೆಂಗಳೂರು ಒನ್ ಕೇಂದ್ರಗಳಲ್ಲಿ ಆನ್‍ಲೈನ್ ಮುಖಾಂತರ ಸೆಪ್ಟೆಂಬರ್ 10 ರೊಳಗಾಗಿ ಅರ್ಜಿಗಳನ್ನು ಸಲ್ಲಿಸಬಹುದಾಗಿದೆ. ಹೆಚ್ಚಿನ ಮಾಹಿತಿಗಾಗಿ ಜಿಲ್ಲಾ ವ್ಯವಸ್ಥಾಪಕರ ಕಚೇರಿ, ಕೊಠಡಿ ಸಂಖ್ಯೆ: 103, ಜಿಲ್ಲಾ ಆಡಳಿತ ಭವನ, ನವನಗರ, ಬಾಗಲಕೋಟೆ ಇಲ್ಲಿ ಸಂಪರ್ಕಿಸಬಹುದಾಗಿದೆ ಅಥವಾ ಕಛೇರಿ ವೇಳೆಯಲ್ಲಿ ನಿಗಮದ ಜಿಲ್ಲಾ ವ್ಯವಸ್ಥಾಪಕರನ್ನು ಸಂಪರ್ಕಿಸಬಹುದು ಎಂದು ನಿಗಮದ ಜಿಲ್ಲಾ ವ್ಯವಸ್ಥಾಪಕರು ಪ್ರಕಟಣೆಯಲ್ಲಿ ತಿಳಿಸಿದ್ದಾರೆ. xyxy=(30,1140,248,1287)
caption-red-cross: ಕಾರ್ಯಕ್ರಮದಲ್ಲಿ ಗಣ್ಯರು ಭಾಗವಹಿಸಿರುವುದು. xyxy=(175,980,288,989)
